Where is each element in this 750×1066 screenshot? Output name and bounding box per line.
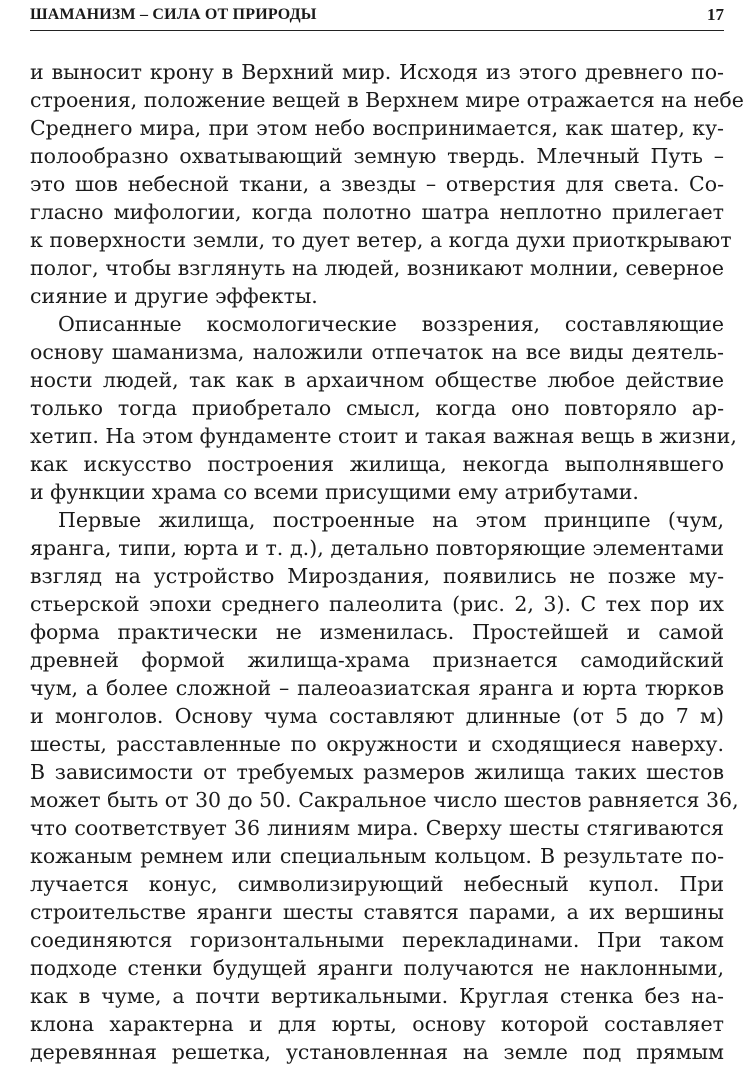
text-line: взгляд на устройство Мироздания, появились не позже му- — [30, 564, 724, 588]
body-text — [30, 58, 744, 1066]
text-line: полог, чтобы взглянуть на людей, возникают молнии, северное — [30, 256, 724, 280]
text-line: Описанные космологические воззрения, составляющие — [58, 312, 724, 336]
paragraph — [30, 506, 739, 1066]
running-title: ШАМАНИЗМ – СИЛА ОТ ПРИРОДЫ — [30, 6, 317, 23]
text-line: подходе стенки будущей яранги получаются не наклонными, — [30, 956, 724, 980]
text-line: как в чуме, а почти вертикальными. Круглая стенка без на- — [30, 984, 724, 1008]
paragraph — [30, 310, 737, 506]
text-line: и монголов. Основу чума составляют длинные (от 5 до 7 м) — [30, 704, 724, 728]
text-line: кожаным ремнем или специальным кольцом. В результате по- — [30, 844, 724, 868]
text-line: В зависимости от требуемых размеров жилища таких шестов — [30, 760, 724, 784]
text-line: к поверхности земли, то дует ветер, а когда духи приоткрывают — [30, 228, 732, 252]
text-line: сияние и другие эффекты. — [30, 284, 318, 308]
text-line: Первые жилища, построенные на этом принципе (чум, — [58, 508, 724, 532]
text-line: клона характерна и для юрты, основу которой составляет — [30, 1012, 724, 1036]
text-line: деревянная решетка, установленная на земле под прямым — [30, 1040, 724, 1064]
text-line: яранга, типи, юрта и т. д.), детально повторяющие элементами — [30, 536, 724, 560]
text-line: ности людей, так как в архаичном обществе любое действие — [30, 368, 724, 392]
text-line: хетип. На этом фундаменте стоит и такая важная вещь в жизни, — [30, 424, 737, 448]
text-line: и функции храма со всеми присущими ему атрибутами. — [30, 480, 639, 504]
text-line: соединяются горизонтальными перекладинами. При таком — [30, 928, 724, 952]
text-line: Среднего мира, при этом небо воспринимается, как шатер, ку- — [30, 116, 724, 140]
text-line: может быть от 30 до 50. Сакральное число шестов равняется 36, — [30, 788, 739, 812]
text-line: стьерской эпохи среднего палеолита (рис. 2, 3). С тех пор их — [30, 592, 724, 616]
text-line: строительстве яранги шесты ставятся парами, а их вершины — [30, 900, 724, 924]
text-line: лучается конус, символизирующий небесный купол. При — [30, 872, 724, 896]
text-line: шесты, расставленные по окружности и сходящиеся наверху. — [30, 732, 724, 756]
text-line: как искусство построения жилища, некогда выполнявшего — [30, 452, 724, 476]
text-line: форма практически не изменилась. Простейшей и самой — [30, 620, 724, 644]
text-line: только тогда приобретало смысл, когда оно повторяло ар- — [30, 396, 724, 420]
page-number: 17 — [707, 5, 724, 24]
text-line: основу шаманизма, наложили отпечаток на все виды деятель- — [30, 340, 724, 364]
running-header — [30, 0, 724, 31]
text-line: древней формой жилища-храма признается самодийский — [30, 648, 724, 672]
text-line: чум, а более сложной – палеоазиатская яранга и юрта тюрков — [30, 676, 724, 700]
text-line: гласно мифологии, когда полотно шатра неплотно прилегает — [30, 200, 724, 224]
text-line: и выносит крону в Верхний мир. Исходя из этого древнего по- — [30, 60, 724, 84]
paragraph — [30, 58, 744, 310]
text-line: это шов небесной ткани, а звезды – отверстия для света. Со- — [30, 172, 724, 196]
text-line: что соответствует 36 линиям мира. Сверху шесты стягиваются — [30, 816, 724, 840]
text-line: строения, положение вещей в Верхнем мире отражается на небе — [30, 88, 744, 112]
text-line: полообразно охватывающий земную твердь. Млечный Путь – — [30, 144, 724, 168]
